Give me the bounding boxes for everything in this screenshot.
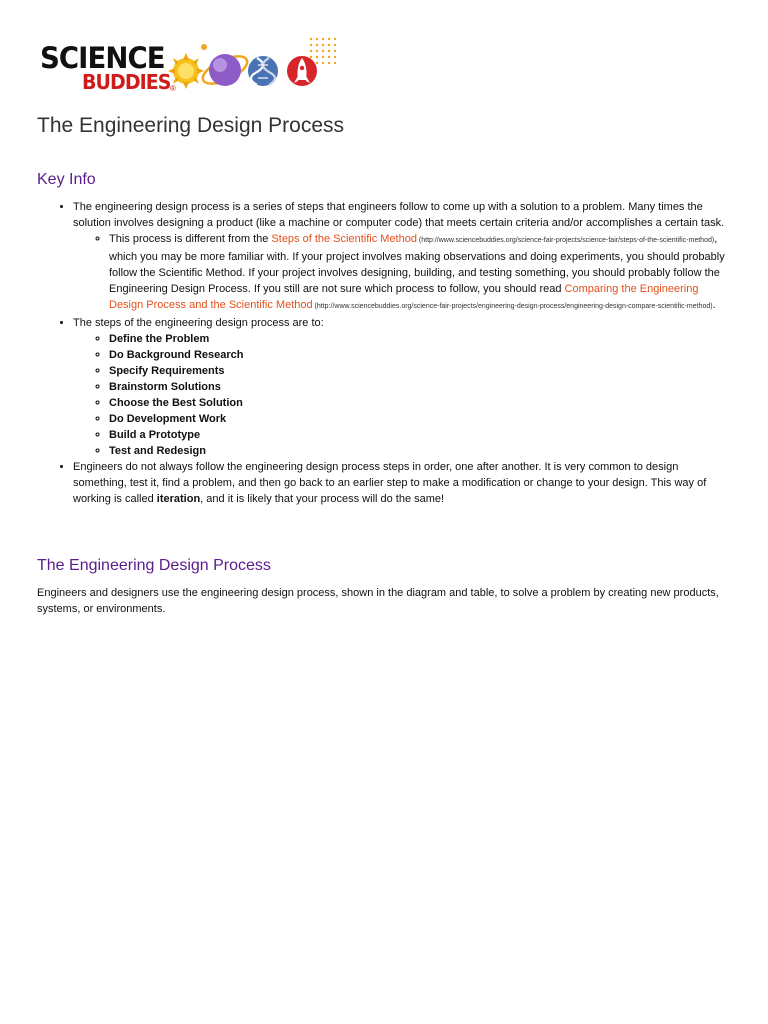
dot-grid-icon xyxy=(310,38,336,64)
steps-intro-text: The steps of the engineering design process are to: xyxy=(73,317,324,329)
sun-icon xyxy=(168,53,204,89)
key-info-bullet-steps xyxy=(73,315,729,459)
design-process-paragraph: Engineers and designers use the engineering design process, shown in the diagram and table, to solve a problem by creating new products, systems, or environments. xyxy=(37,587,719,615)
definition-text: The engineering design process is a series of steps that engineers follow to come up with a solution to a problem. Many times the solution involves designing a product (like a machine or computer code) that meets certain criteria and/or accomplishes a certain task. xyxy=(73,201,725,229)
rocket-icon xyxy=(287,56,317,86)
step-item: ◦ Build a Prototype xyxy=(109,427,729,443)
step-item: ◦ Specify Requirements xyxy=(109,363,729,379)
step-item: ◦ Do Background Research xyxy=(109,347,729,363)
link-comparing-processes[interactable]: Comparing the Engineering Design Process and the Scientific Method xyxy=(109,283,699,311)
url-comparing-processes: (http://www.sciencebuddies.org/science-fair-projects/engineering-design-process/engineering-design-compare-scientific-method) xyxy=(312,303,713,310)
url-steps-of-scientific-method: (http://www.sciencebuddies.org/science-fair-projects/science-fair/steps-of-the-scientific-method) xyxy=(416,237,715,244)
science-buddies-logo[interactable] xyxy=(38,36,340,98)
step-item: ◦ Test and Redesign xyxy=(109,443,729,459)
step-item: ◦ Choose the Best Solution xyxy=(109,395,729,411)
logo-word-buddies: BUDDIES xyxy=(82,70,171,94)
section-heading-design-process: The Engineering Design Process xyxy=(37,557,271,574)
comparison-text-3: . xyxy=(712,299,716,311)
comparison-item xyxy=(109,231,729,315)
dna-icon xyxy=(248,56,278,86)
key-info-list xyxy=(37,199,729,507)
logo-word-science: SCIENCE xyxy=(40,41,165,75)
design-steps-list xyxy=(73,331,729,459)
step-item: ◦ Do Development Work xyxy=(109,411,729,427)
iteration-text-after: , and it is likely that your process will do the same! xyxy=(200,493,445,505)
logo-registered-mark: ® xyxy=(170,84,176,93)
key-info-content xyxy=(37,199,729,507)
iteration-term: iteration xyxy=(156,493,201,505)
planet-icon xyxy=(199,44,251,89)
section-heading-key-info: Key Info xyxy=(37,171,96,188)
logo-graphics xyxy=(38,36,340,98)
comparison-text-2: , which you may be more familiar with. If your project involves making observations and doing experiments, you should probably follow the Scientific Method. If your project involves designing, building, and testing something, you should probably follow the Engineering Design Process. If you still are not sure which process to follow, you should read xyxy=(109,233,725,295)
key-info-bullet-definition xyxy=(73,199,729,315)
step-item: ◦ Brainstorm Solutions xyxy=(109,379,729,395)
comparison-sublist xyxy=(73,231,729,315)
key-info-bullet-iteration xyxy=(73,459,729,507)
link-steps-of-scientific-method[interactable]: Steps of the Scientific Method xyxy=(271,233,417,245)
comparison-text-1: This process is different from the xyxy=(109,233,272,245)
iteration-text-before: Engineers do not always follow the engineering design process steps in order, one after another. It is very common to design something, test it, find a problem, and then go back to an earlier step to make a modification or change to your design. This way of working is called xyxy=(73,461,707,505)
step-item: ◦ Define the Problem xyxy=(109,331,729,347)
page-title: The Engineering Design Process xyxy=(37,114,345,137)
